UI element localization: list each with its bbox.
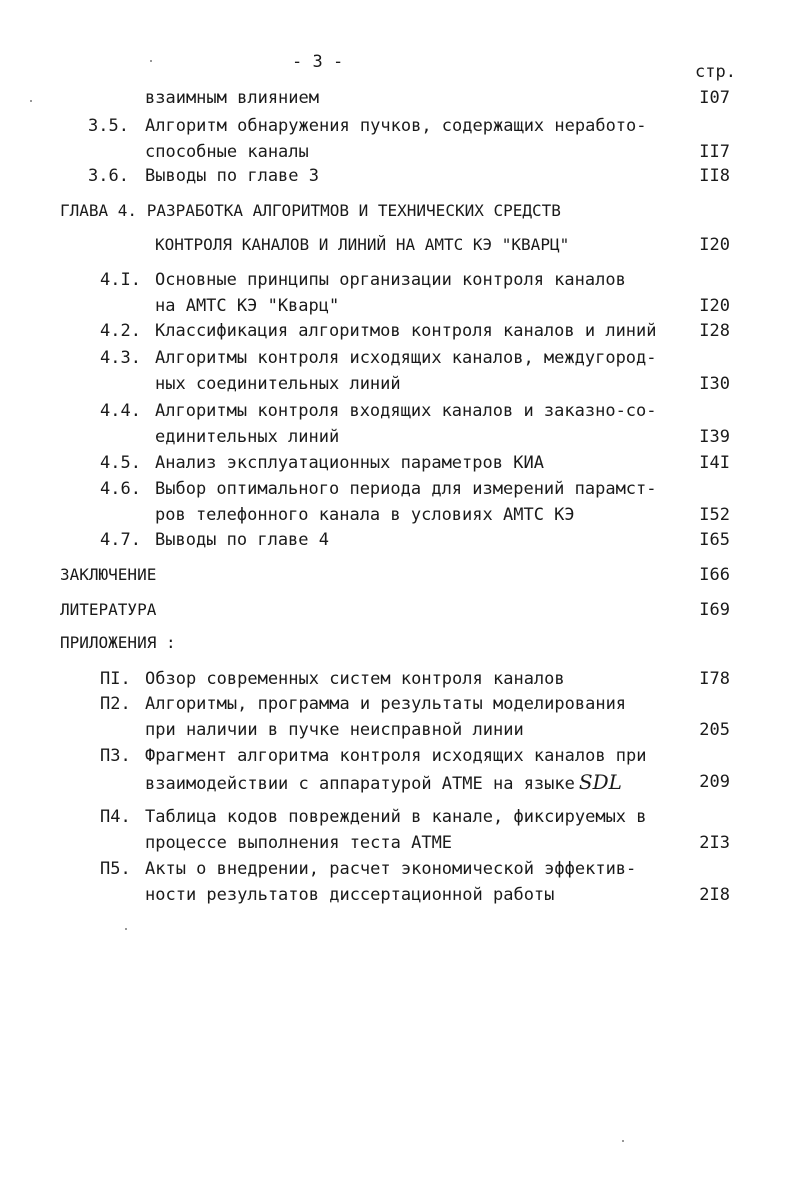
chapter-heading: КОНТРОЛЯ КАНАЛОВ И ЛИНИЙ НА АМТС КЭ "КВАРЦ" <box>155 235 570 254</box>
toc-entry-page: I30 <box>699 374 730 394</box>
toc-entry-number: 4.5. <box>100 453 141 473</box>
toc-entry-text: Обзор современных систем контроля каналов <box>145 669 565 689</box>
toc-entry-text: Фрагмент алгоритма контроля исходящих каналов при <box>145 746 647 766</box>
toc-entry-page: I39 <box>699 427 730 447</box>
toc-entry-page: I28 <box>699 321 730 341</box>
page-number: - 3 - <box>292 52 344 72</box>
toc-entry-text: Классификация алгоритмов контроля каналов и линий <box>155 321 657 341</box>
toc-entry-number: 4.I. <box>100 270 141 290</box>
toc-entry-number: 4.2. <box>100 321 141 341</box>
page-column-label: стр. <box>695 62 736 82</box>
section-heading-literature: ЛИТЕРАТУРА <box>60 600 157 619</box>
toc-entry-text: ров телефонного канала в условиях АМТС КЭ <box>155 505 575 525</box>
section-heading-appendices: ПРИЛОЖЕНИЯ : <box>60 633 176 652</box>
toc-entry-number: 4.4. <box>100 401 141 421</box>
toc-entry-number: П3. <box>100 746 131 766</box>
scan-speck <box>622 1140 624 1142</box>
toc-entry-text: Основные принципы организации контроля каналов <box>155 270 626 290</box>
toc-entry-page: I20 <box>699 235 730 255</box>
toc-entry-number: П5. <box>100 859 131 879</box>
toc-entry-page: I69 <box>699 600 730 620</box>
toc-entry-number: 4.7. <box>100 530 141 550</box>
toc-entry-page: I78 <box>699 669 730 689</box>
toc-entry-text: Выбор оптимального периода для измерений парамст- <box>155 479 657 499</box>
scan-speck <box>30 100 32 102</box>
toc-entry-number: 4.6. <box>100 479 141 499</box>
toc-entry-number: П2. <box>100 694 131 714</box>
toc-entry-text: взаимным влиянием <box>145 88 319 108</box>
toc-entry-page: I20 <box>699 296 730 316</box>
toc-entry-page: 2I3 <box>699 833 730 853</box>
toc-entry-text: на АМТС КЭ "Кварц" <box>155 296 340 316</box>
toc-entry-text: способные каналы <box>145 142 309 162</box>
toc-entry-text: единительных линий <box>155 427 340 447</box>
toc-entry-page: 2I8 <box>699 885 730 905</box>
section-heading-conclusion: ЗАКЛЮЧЕНИЕ <box>60 565 157 584</box>
toc-entry-text: Анализ эксплуатационных параметров КИА <box>155 453 544 473</box>
toc-entry-text: Алгоритмы контроля входящих каналов и заказно-со- <box>155 401 657 421</box>
toc-entry-page: 209 <box>699 772 730 792</box>
toc-entry-text: Выводы по главе 3 <box>145 166 319 186</box>
toc-entry-page: I52 <box>699 505 730 525</box>
toc-entry-number: 4.3. <box>100 348 141 368</box>
sdl-handwritten-label: SDL <box>578 770 622 794</box>
toc-entry-text: Выводы по главе 4 <box>155 530 329 550</box>
toc-entry-number: ПI. <box>100 669 131 689</box>
toc-entry-text: ности результатов диссертационной работы <box>145 885 555 905</box>
toc-entry-page: I07 <box>699 88 730 108</box>
toc-entry-text: Алгоритм обнаружения пучков, содержащих неработо- <box>145 116 647 136</box>
toc-entry-text: ных соединительных линий <box>155 374 401 394</box>
toc-entry-page: I65 <box>699 530 730 550</box>
toc-entry-number: 3.6. <box>88 166 129 186</box>
toc-entry-text-part: взаимодействии с аппаратурой АТМЕ на языке <box>145 774 575 794</box>
toc-entry-number: 3.5. <box>88 116 129 136</box>
toc-entry-page: II8 <box>699 166 730 186</box>
toc-entry-text <box>145 772 622 794</box>
scan-speck <box>125 928 127 930</box>
toc-entry-text: Алгоритмы контроля исходящих каналов, междугород- <box>155 348 657 368</box>
toc-entry-text: Таблица кодов повреждений в канале, фиксируемых в <box>145 807 647 827</box>
toc-entry-page: 205 <box>699 720 730 740</box>
scan-speck <box>150 60 152 62</box>
toc-entry-text: процессе выполнения теста АТМЕ <box>145 833 453 853</box>
toc-entry-text: при наличии в пучке неисправной линии <box>145 720 524 740</box>
chapter-heading: ГЛАВА 4. РАЗРАБОТКА АЛГОРИТМОВ И ТЕХНИЧЕСКИХ СРЕДСТВ <box>60 201 561 220</box>
toc-entry-number: П4. <box>100 807 131 827</box>
toc-entry-text: Акты о внедрении, расчет экономической эффектив- <box>145 859 637 879</box>
toc-entry-page: I4I <box>699 453 730 473</box>
toc-entry-text: Алгоритмы, программа и результаты моделирования <box>145 694 627 714</box>
toc-entry-page: I66 <box>699 565 730 585</box>
toc-entry-page: II7 <box>699 142 730 162</box>
